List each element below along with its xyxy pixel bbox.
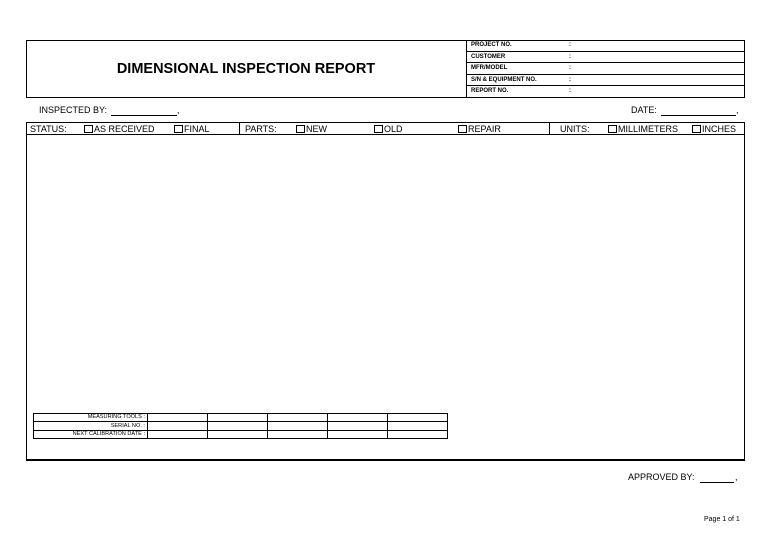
next-calibration-date-label: NEXT CALIBRATION DATE : (34, 430, 148, 438)
table-cell[interactable] (208, 414, 268, 422)
table-cell[interactable] (208, 430, 268, 438)
report-info-table (466, 40, 745, 98)
info-label: CUSTOMER (471, 53, 506, 60)
units-divider (549, 123, 550, 134)
approved-by-end: , (735, 472, 738, 482)
report-title: DIMENSIONAL INSPECTION REPORT (116, 61, 376, 77)
table-cell[interactable] (148, 414, 208, 422)
approved-by-label: APPROVED BY: (628, 472, 695, 482)
inspected-by-field[interactable] (111, 106, 177, 116)
info-label: S/N & EQUIPMENT NO. (471, 76, 537, 83)
date-label: DATE: (631, 105, 657, 115)
table-cell[interactable] (388, 422, 448, 430)
option-label: NEW (306, 124, 327, 134)
option-label: AS RECEIVED (94, 124, 155, 134)
parts-label: PARTS: (245, 124, 277, 134)
status-divider (239, 123, 240, 134)
option-repair[interactable] (458, 123, 501, 135)
table-cell[interactable] (328, 414, 388, 422)
table-cell[interactable] (328, 422, 388, 430)
checkbox-icon[interactable] (174, 125, 183, 133)
info-row-sn-equipment-no[interactable] (467, 75, 745, 87)
measuring-tools-label: MEASURING TOOLS : (34, 414, 148, 422)
table-cell[interactable] (268, 422, 328, 430)
option-as-received[interactable] (84, 123, 155, 135)
info-row-customer[interactable] (467, 52, 745, 64)
info-colon: : (569, 76, 571, 83)
inspected-by-end: , (177, 105, 180, 115)
date-field[interactable] (661, 106, 736, 116)
status-bar (26, 122, 745, 135)
info-label: PROJECT NO. (471, 42, 512, 48)
info-label: MFR/MODEL (471, 65, 508, 72)
info-colon: : (569, 42, 571, 48)
option-label: MILLIMETERS (618, 124, 679, 134)
table-cell[interactable] (388, 430, 448, 438)
table-cell[interactable] (148, 422, 208, 430)
option-label: OLD (384, 124, 403, 134)
table-cell[interactable] (268, 430, 328, 438)
serial-no-label: SERIAL NO. : (34, 422, 148, 430)
units-label: UNITS: (560, 124, 590, 134)
status-label: STATUS: (30, 124, 67, 134)
option-old[interactable] (374, 123, 403, 135)
option-inches[interactable] (692, 123, 736, 135)
approved-by-field[interactable] (700, 473, 734, 483)
info-label: REPORT NO. (471, 88, 509, 95)
checkbox-icon[interactable] (608, 125, 617, 133)
info-colon: : (569, 88, 571, 95)
inspected-by-label: INSPECTED BY: (39, 105, 108, 115)
table-row (34, 414, 448, 422)
checkbox-icon[interactable] (692, 125, 701, 133)
table-cell[interactable] (328, 430, 388, 438)
measuring-tools-table (33, 413, 448, 439)
checkbox-icon[interactable] (458, 125, 467, 133)
page-number: Page 1 of 1 (704, 516, 740, 523)
date-end: , (736, 105, 739, 115)
table-cell[interactable] (148, 430, 208, 438)
option-label: INCHES (702, 124, 737, 134)
info-row-project-no[interactable] (467, 40, 745, 52)
checkbox-icon[interactable] (84, 125, 93, 133)
table-row (34, 430, 448, 438)
option-label: REPAIR (468, 124, 501, 134)
table-row (34, 422, 448, 430)
checkbox-icon[interactable] (296, 125, 305, 133)
option-new[interactable] (296, 123, 327, 135)
option-label: FINAL (184, 124, 210, 134)
info-row-mfr-model[interactable] (467, 63, 745, 75)
table-cell[interactable] (388, 414, 448, 422)
info-row-report-no[interactable] (467, 86, 745, 98)
option-final[interactable] (174, 123, 210, 135)
table-cell[interactable] (208, 422, 268, 430)
info-colon: : (569, 53, 571, 60)
info-colon: : (569, 65, 571, 72)
checkbox-icon[interactable] (374, 125, 383, 133)
table-cell[interactable] (268, 414, 328, 422)
option-millimeters[interactable] (608, 123, 678, 135)
